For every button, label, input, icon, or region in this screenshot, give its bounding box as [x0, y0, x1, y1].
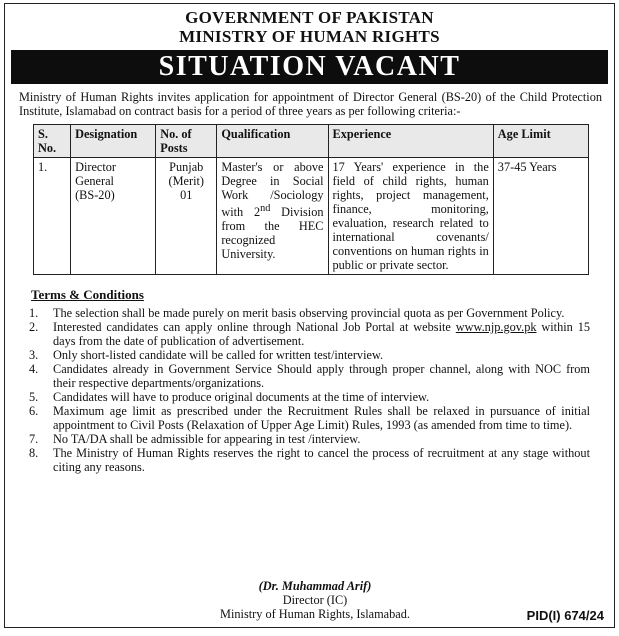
term-number: 4.	[29, 362, 39, 376]
table-row	[34, 158, 589, 275]
term-text: The Ministry of Human Rights reserves the right to cancel the process of recruitment at any stage without citing any reasons.	[53, 446, 590, 474]
header-sno: S. No.	[34, 125, 71, 158]
cell-qualification	[217, 158, 328, 275]
advertisement	[4, 3, 615, 628]
term-number: 7.	[29, 432, 39, 446]
qualification-text: Master's or above Degree in Social Work /Sociology with 2	[221, 160, 324, 220]
list-item	[29, 432, 590, 446]
list-item	[29, 306, 590, 320]
term-number: 2.	[29, 320, 39, 334]
pid-number: PID(I) 674/24	[526, 608, 604, 623]
header-age-limit: Age Limit	[493, 125, 588, 158]
cell-sno: 1.	[34, 158, 71, 275]
intro-paragraph: Ministry of Human Rights invites application for appointment of Director General (BS-20) of the Child Protection Institute, Islamabad on contract basis for a period of three years as per following criteria:-	[19, 90, 602, 118]
signatory-office: Ministry of Human Rights, Islamabad.	[220, 607, 410, 621]
table-header-row	[34, 125, 589, 158]
term-number: 8.	[29, 446, 39, 460]
cell-designation	[71, 158, 156, 275]
header-qualification: Qualification	[217, 125, 328, 158]
term-text: No TA/DA shall be admissible for appearing in test /interview.	[53, 432, 361, 446]
njp-website-link[interactable]: www.njp.gov.pk	[455, 320, 537, 334]
cell-age-limit: 37-45 Years	[493, 158, 588, 275]
criteria-table	[33, 124, 589, 275]
ministry-title: MINISTRY OF HUMAN RIGHTS	[179, 27, 440, 46]
cell-experience: 17 Years' experience in the field of child rights, human rights, project management, finance, monitoring, evaluation, research related to international covenants/ conventions on human rights in public or private sector.	[328, 158, 493, 275]
term-text: Candidates will have to produce original documents at the time of interview.	[53, 390, 430, 404]
posts-count: 01	[180, 188, 193, 202]
list-item	[29, 362, 590, 390]
signature-block	[205, 579, 425, 621]
government-title: GOVERNMENT OF PAKISTAN	[185, 8, 434, 27]
term-text: Interested candidates can apply online through National Job Portal at website	[53, 320, 456, 334]
cell-posts	[156, 158, 217, 275]
situation-vacant-banner: SITUATION VACANT	[11, 50, 608, 84]
term-text: Candidates already in Government Service Should apply through proper channel, along with NOC from their respective departments/organizations.	[53, 362, 590, 390]
signatory-name: (Dr. Muhammad Arif)	[258, 579, 372, 593]
qualification-text-end: Division from the HEC recognized University.	[221, 205, 324, 262]
list-item	[29, 320, 590, 348]
terms-heading: Terms & Conditions	[31, 287, 144, 302]
term-number: 5.	[29, 390, 39, 404]
list-item	[29, 348, 590, 362]
designation-scale: (BS-20)	[75, 188, 115, 202]
header-posts: No. of Posts	[156, 125, 217, 158]
header-experience: Experience	[328, 125, 493, 158]
posts-quota: Punjab (Merit)	[168, 160, 205, 188]
terms-list	[29, 306, 590, 474]
qualification-superscript: nd	[260, 203, 271, 214]
designation-title: Director General	[75, 160, 117, 188]
term-number: 6.	[29, 404, 39, 418]
term-text: The selection shall be made purely on merit basis observing provincial quota as per Government Policy.	[53, 306, 565, 320]
list-item	[29, 404, 590, 432]
list-item	[29, 390, 590, 404]
term-number: 1.	[29, 306, 39, 320]
signatory-title: Director (IC)	[282, 593, 348, 607]
term-number: 3.	[29, 348, 39, 362]
header-designation: Designation	[71, 125, 156, 158]
term-text-end: within 15 days from the date of publication of advertisement.	[53, 320, 590, 348]
term-text: Maximum age limit as prescribed under the Recruitment Rules shall be relaxed in pursuance of initial appointment to Civil Posts (Relaxation of Upper Age Limit) Rules, 1993 (as amended from time to time).	[53, 404, 590, 432]
list-item	[29, 446, 590, 474]
term-text: Only short-listed candidate will be called for written test/interview.	[53, 348, 384, 362]
